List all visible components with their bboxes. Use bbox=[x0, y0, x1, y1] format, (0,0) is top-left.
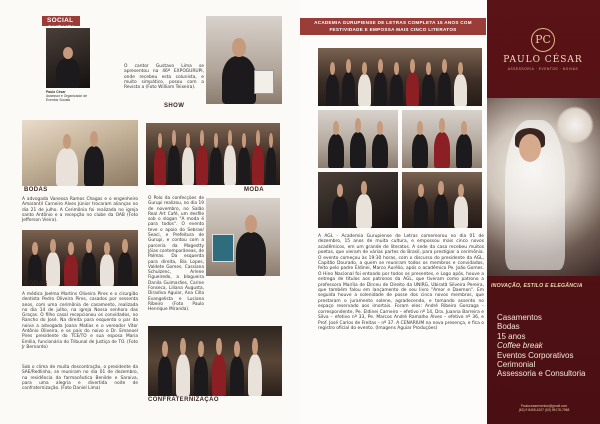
academy-text: A AGL - Academia Gurupiense de Letras comemorou no dia 01 de dezembro, 15 anos de muita cultura, e empossou mais cinco novos acadêmicos, em um grande de literatos. A sede da casa recebeu muitos poetas, que vieram de várias partes do Brasil, para prestigiar a cerimônia. O evento começou às 19:30 horas, com o discurso do presidente da AGL, Capitão Dourado, a quem se reuniram todos os membros e convidados, feito pelo padre Eldinei, Marco Aurélio, após o acadêmico Pe. João Gomes. O Hino Nacional foi entoado por todos os presentes, e Logo após, houve a entrega de títulos aos patronos da AGL, que tiveram como patrono a professora Marília de Dirceu de Direito da UNIRG, Ubiratã Silveira Pereira, que também falou em lançamento de seu livro "Amor e Daemon". Em seguida houve a solenidade de posse dos cinco novos membros, que prestaram o juramento solene, agradecendo, e tomando assento no espaço reservado aos imortais. Foram eles: André Ribeiro Gonzaga – correspondente, Pe. Eldinei Carneiro – efetivo nº 14, Dra. Juanna Barreira e Silva – efetivo nº 33, Pe. Marcos André Ramalho Alves – efetivo nº 36, e Prof. José Carlos de Freitas – nº 37. A CENARIUM na nova presença, e fica o registro oficial do evento. (Imagens Aguiar Produções) bbox=[318, 234, 484, 331]
service-item: Casamentos bbox=[497, 313, 542, 322]
confraternizacao-text: Sob o clima de muita descontração, o presidente da SAE/Redlinha, se reuniram no dia 01 de dezembro, na residência da farmacêutica Benilde e Saraiva, para uma alegria e divertida noite de confraternização. (Foto Daniel Lima) bbox=[22, 365, 138, 392]
services-list bbox=[497, 313, 597, 379]
right-page bbox=[300, 0, 600, 424]
academy-photo-2 bbox=[318, 110, 398, 168]
moda-group-photo bbox=[146, 123, 280, 185]
columnist-photo bbox=[46, 28, 90, 88]
confraternizacao-photo bbox=[148, 326, 282, 396]
contact-email[interactable]: Paulocesareventos@gmail.com bbox=[520, 404, 568, 408]
academy-header: ACADEMIA GURUPIENSE DE LETRAS COMPLETA 15 ANOS COM FESTIVIDADE E EMPOSSA MAIS CINCO LITERATOS bbox=[300, 18, 486, 35]
show-photo bbox=[206, 16, 282, 104]
moda-magazine-photo bbox=[206, 198, 280, 276]
brand-tagline-small: ASSESSORIA · EVENTOS · NOIVAS bbox=[507, 67, 579, 71]
bodas-text-2: A médica Joelma Martins Oliveira Pires e o cirurgião dentista Pedro Oliveira Pires, casados por sessenta anos, com uma cerimônia de casamento, realizada no dia 14 de julho, na igreja Nossa senhora das Graças. O filho casal recepcionou os convidados, no Rancho do José. Na direita para esquerda o par da noiva a advogada Joana Matias e o vereador Vitor Antônio Oliveira, e os pais do noivo o Dr. Emanoel Pires presidente do TCE/TO e sua esposa Maria Emília, funcionária do Tribunal de Justiça de TO. (Foto Jr Bernardo) bbox=[22, 292, 138, 350]
social-gurupi-header: SOCIAL bbox=[42, 16, 80, 26]
academy-photo-3 bbox=[402, 110, 482, 168]
service-item: 15 anos bbox=[497, 331, 526, 341]
bodas-label-1: BODAS bbox=[24, 187, 48, 193]
show-label: SHOW bbox=[164, 103, 185, 109]
brand-name: PAULO CÉSAR bbox=[503, 55, 583, 65]
academy-photo-5 bbox=[402, 172, 482, 228]
moda-text: O Polo da confecções de Gurupi realizou, no dia 19 de novembro, no Salão Real Art Café, um desfile sob o slogan "A moda é para todos". O evento teve o apoio do Sebrae/ Seaci, e Prefeitura de Gurupi, e contou com a parceria da Magestty Jóias contemporâneas, de Palmas. Da esquerda para direita, Bia Lopes, Valdete Gomes, Cassiana Schulzenc, Arlene Figueiredo, a blogueira Danila Guimarães, Carine Fonseca, Liliana Augusta, Diradiva Aguiar, Ana Cilla Evangelista e Luciana Ribeiro (Foto Paulo Henrique Miranda). bbox=[148, 196, 204, 313]
contact-phone[interactable]: (63) 9 8405-4207 (63) 99178-7968 bbox=[518, 408, 570, 413]
confraternizacao-label: CONFRATERNIZAÇÃO bbox=[148, 397, 219, 403]
monogram-icon: PC bbox=[531, 28, 555, 52]
service-item: Bodas bbox=[497, 322, 520, 332]
bride-photo bbox=[487, 98, 600, 276]
bodas-photo-1 bbox=[22, 120, 138, 186]
academy-photo-1 bbox=[318, 48, 482, 106]
show-text: O cantor Gustavo Lima se apresentou na 46ª EXPOGURUPI, onde recebeu esta colunista, e muito simpático, posou com a Revista a (Foto William Teixeira). bbox=[124, 64, 204, 91]
service-item: Eventos Corporativos bbox=[497, 350, 574, 360]
bodas-photo-2 bbox=[22, 230, 138, 286]
brand-logo bbox=[497, 28, 589, 98]
academy-photo-4 bbox=[318, 172, 398, 228]
columnist-role: Assessor e Organizador de Eventos Sociais bbox=[46, 94, 88, 102]
brand-tagline: INOVAÇÃO, ESTILO E ELEGÂNCIA bbox=[491, 283, 583, 289]
service-item: Assessoria e Consultoria bbox=[497, 369, 586, 379]
contact-info bbox=[491, 404, 597, 413]
service-item: Cerimonial bbox=[497, 360, 536, 370]
moda-label: MODA bbox=[244, 187, 264, 193]
bodas-label-2: BODAS bbox=[24, 281, 48, 287]
columnist-name: Paulo César bbox=[46, 90, 66, 94]
bodas-text-1: A advogada Vanessa Ramos Chagas e o engenheiro Amarantil Carneiro Alves Júnior trocaram alianças no dia 21 de julho. A Cerimônia foi realizada no igreja santo Antônio e a recepção no clube da OAB (Foto Jefferson Vieira). bbox=[22, 197, 138, 224]
service-item: Coffee break bbox=[497, 341, 543, 351]
